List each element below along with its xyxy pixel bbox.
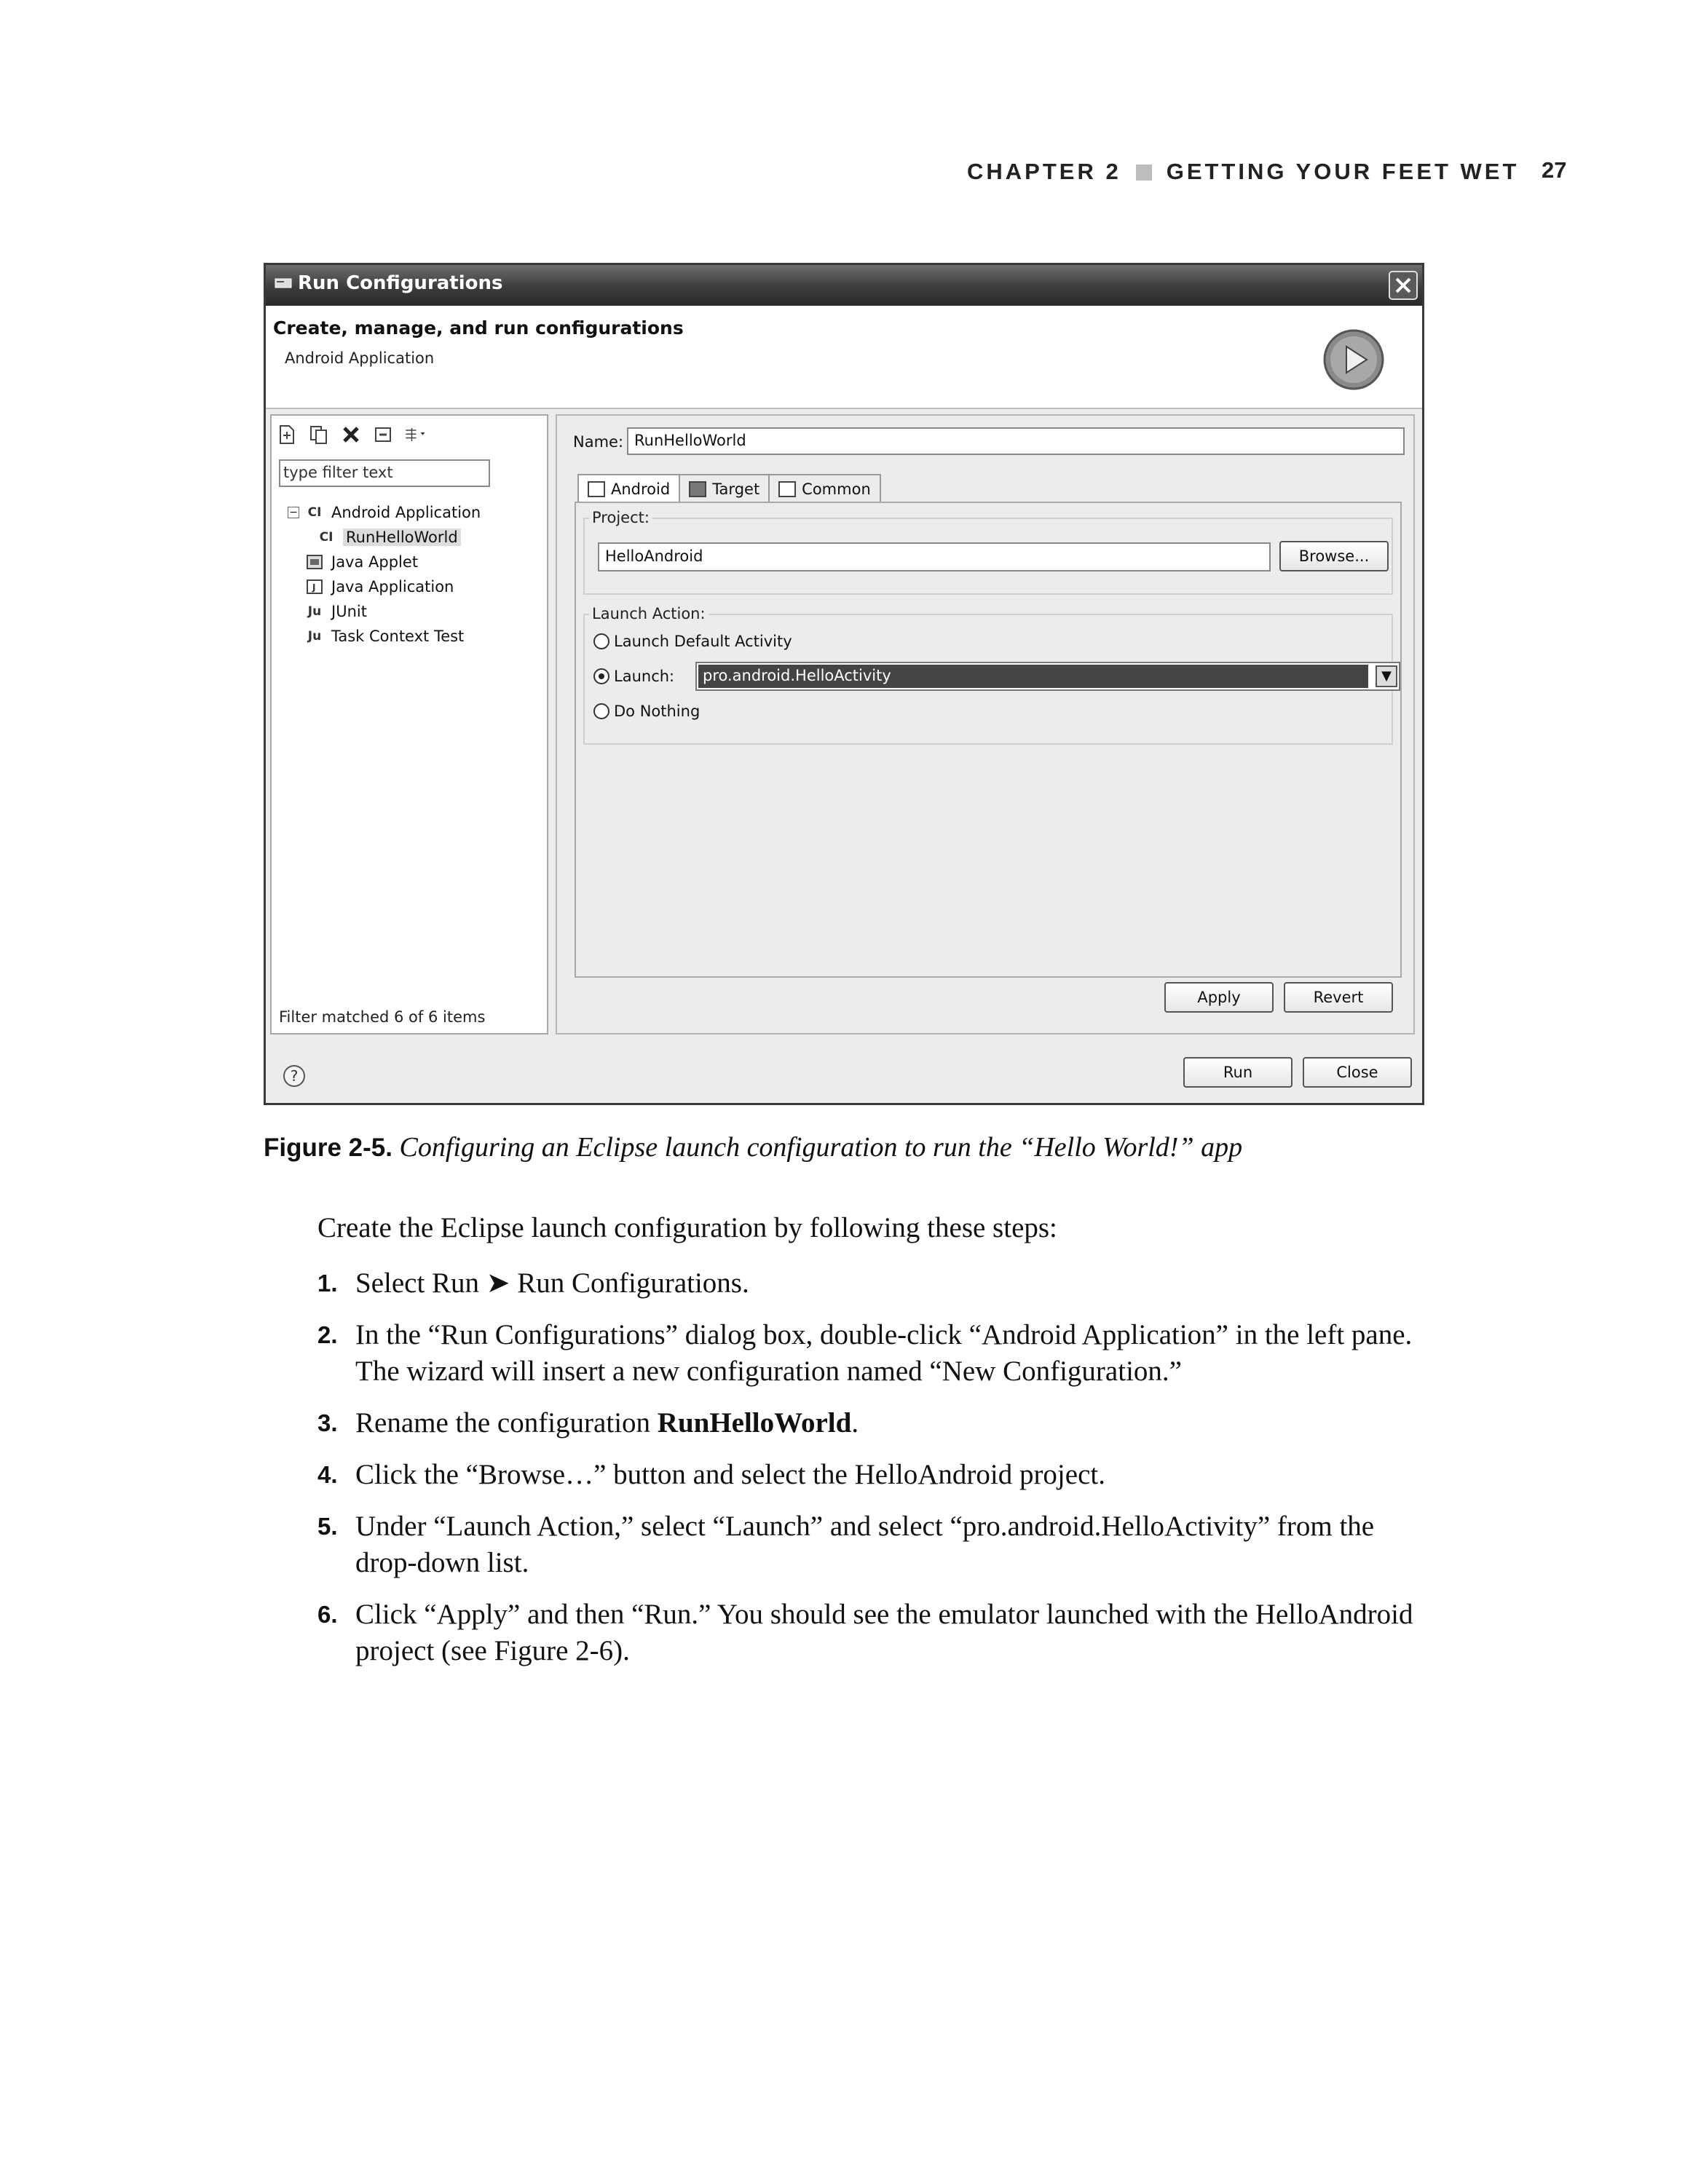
close-button[interactable]: Close: [1303, 1057, 1412, 1088]
radio-button-selected[interactable]: [593, 668, 609, 684]
radio-button[interactable]: [593, 633, 609, 649]
dialog-banner: [266, 306, 1422, 409]
figure-label: Figure 2-5.: [264, 1133, 392, 1162]
step-number: 1.: [317, 1270, 338, 1297]
step-number: 2.: [317, 1321, 338, 1348]
config-toolbar: [276, 422, 426, 448]
step-text: Click the “Browse…” button and select the HelloAndroid project.: [355, 1459, 1105, 1490]
banner-title: Create, manage, and run configurations: [273, 317, 684, 339]
duplicate-icon: [309, 424, 329, 445]
filter-input[interactable]: type filter text: [279, 459, 490, 487]
collapse-toggle-icon[interactable]: −: [288, 507, 299, 518]
java-app-icon: [305, 578, 324, 596]
page-number: 27: [1542, 157, 1567, 183]
figure-caption-text: Configuring an Eclipse launch configuration to run the “Hello World!” app: [399, 1132, 1243, 1163]
list-item: [317, 1405, 1424, 1441]
android-config-icon: CI: [319, 530, 334, 545]
tree-item-label: RunHelloWorld: [343, 529, 461, 546]
apply-button[interactable]: Apply: [1164, 982, 1274, 1013]
step-text: Under “Launch Action,” select “Launch” and select “pro.android.HelloActivity” from the drop-down list.: [355, 1511, 1375, 1578]
radio-launch-default[interactable]: [593, 633, 792, 650]
android-tab-content: [575, 502, 1402, 978]
tab-label: Common: [802, 480, 871, 498]
launch-activity-value: pro.android.HelloActivity: [698, 665, 1368, 688]
close-window-button[interactable]: [1389, 271, 1418, 300]
radio-label: Do Nothing: [614, 703, 701, 720]
tree-item-junit[interactable]: [288, 599, 481, 624]
tab-android[interactable]: [577, 474, 680, 503]
step-text: Select Run ➤ Run Configurations.: [355, 1267, 749, 1299]
config-tabs: [577, 474, 880, 503]
steps-list: [317, 1265, 1424, 1685]
tab-target[interactable]: [679, 474, 770, 503]
android-tab-icon: [588, 481, 605, 497]
step-text: Rename the configuration: [355, 1407, 658, 1439]
figure-caption: [264, 1131, 1242, 1163]
filter-menu-button[interactable]: [404, 424, 426, 446]
browse-button[interactable]: Browse...: [1279, 541, 1389, 571]
target-tab-icon: [689, 481, 706, 497]
tree-item-label: Task Context Test: [331, 628, 465, 645]
list-item: [317, 1265, 1424, 1302]
name-label: Name:: [573, 433, 624, 451]
chapter-title: GETTING YOUR FEET WET: [1166, 159, 1520, 184]
chapter-label: CHAPTER 2: [967, 159, 1121, 184]
new-config-button[interactable]: [276, 424, 298, 446]
radio-button[interactable]: [593, 703, 609, 719]
help-icon[interactable]: ?: [283, 1065, 305, 1087]
revert-button[interactable]: Revert: [1284, 982, 1393, 1013]
tree-item-run-hello-world[interactable]: [288, 525, 481, 550]
banner-subtitle: Android Application: [285, 349, 435, 367]
step-number: 4.: [317, 1461, 338, 1488]
radio-do-nothing[interactable]: [593, 703, 700, 720]
run-play-icon: [1322, 328, 1386, 392]
step-bold-text: RunHelloWorld: [657, 1407, 852, 1439]
launch-action-label: Launch Action:: [589, 605, 709, 622]
step-text: Click “Apply” and then “Run.” You should see the emulator launched with the HelloAndroid project (see Figure 2-6).: [355, 1599, 1413, 1666]
svg-text:J: J: [312, 582, 316, 593]
delete-config-button[interactable]: [340, 424, 362, 446]
list-item: [317, 1457, 1424, 1493]
task-context-icon: Ju: [307, 629, 322, 644]
tree-item-label: Android Application: [331, 504, 481, 521]
step-text-end: .: [851, 1407, 859, 1439]
project-input[interactable]: HelloAndroid: [598, 542, 1271, 571]
tree-item-java-application[interactable]: [288, 574, 481, 599]
step-number: 5.: [317, 1513, 338, 1540]
configuration-editor-pane: [556, 414, 1415, 1034]
radio-label: Launch:: [614, 668, 675, 685]
run-configurations-dialog: [264, 263, 1424, 1105]
common-tab-icon: [778, 481, 796, 497]
new-document-icon: [277, 424, 296, 445]
intro-paragraph: Create the Eclipse launch configuration by following these steps:: [317, 1212, 1057, 1243]
junit-icon: Ju: [307, 604, 322, 619]
eclipse-window-icon: [275, 277, 292, 290]
duplicate-config-button[interactable]: [308, 424, 330, 446]
separator-square-icon: [1136, 165, 1152, 181]
delete-x-icon: [342, 425, 360, 444]
tree-item-android-application[interactable]: [288, 500, 481, 525]
project-label: Project:: [589, 509, 652, 526]
tab-common[interactable]: [768, 474, 881, 503]
dialog-titlebar[interactable]: [266, 265, 1422, 306]
filter-dropdown-icon: [404, 424, 426, 445]
tab-label: Android: [611, 480, 671, 498]
radio-label: Launch Default Activity: [614, 633, 792, 650]
tree-item-label: Java Applet: [331, 553, 419, 571]
close-icon: [1390, 272, 1416, 298]
chevron-down-icon[interactable]: ▼: [1376, 665, 1397, 687]
step-text: In the “Run Configurations” dialog box, double-click “Android Application” in the left pane. The wizard will insert a new configuration named “New Configuration.”: [355, 1319, 1413, 1387]
config-type-tree: [288, 500, 481, 649]
dialog-title: Run Configurations: [298, 272, 503, 294]
tree-item-label: JUnit: [331, 603, 367, 620]
tree-item-task-context-test[interactable]: [288, 624, 481, 649]
launch-activity-select[interactable]: [695, 662, 1400, 691]
tree-item-java-applet[interactable]: [288, 550, 481, 574]
android-app-icon: CI: [307, 505, 322, 520]
list-item: [317, 1508, 1424, 1581]
list-item: [317, 1597, 1424, 1669]
running-header: [967, 159, 1519, 185]
collapse-icon: [374, 425, 392, 444]
run-button[interactable]: Run: [1183, 1057, 1293, 1088]
collapse-all-button[interactable]: [372, 424, 394, 446]
java-applet-icon: [305, 553, 324, 571]
configuration-list-pane: [270, 414, 548, 1034]
filter-status-text: Filter matched 6 of 6 items: [279, 1008, 486, 1026]
list-item: [317, 1317, 1424, 1390]
name-input[interactable]: RunHelloWorld: [627, 427, 1405, 455]
tab-label: Target: [712, 480, 760, 498]
radio-launch[interactable]: [593, 668, 674, 685]
step-number: 6.: [317, 1601, 338, 1628]
step-number: 3.: [317, 1409, 338, 1436]
tree-item-label: Java Application: [331, 578, 454, 596]
